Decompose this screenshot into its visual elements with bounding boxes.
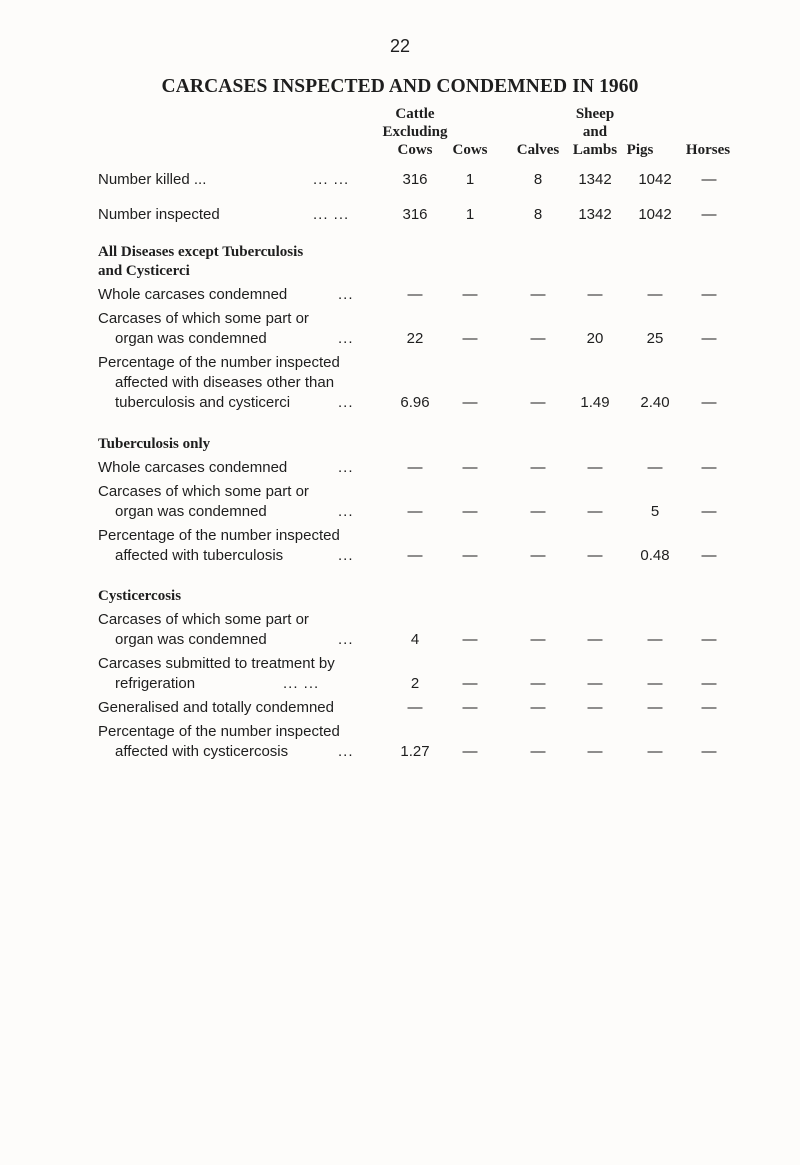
column-header-line: Cows <box>397 142 433 158</box>
cell-sheep: — <box>587 459 603 476</box>
page-title: CARCASES INSPECTED AND CONDEMNED IN 1960 <box>161 76 639 97</box>
leader-dots: ... <box>338 394 354 411</box>
column-header-pigs: Pigs <box>626 142 654 158</box>
leader-dots: ... <box>338 330 354 347</box>
cell-sheep: 1.49 <box>580 394 610 411</box>
row-label-text: organ was condemned <box>115 330 267 347</box>
row-label-percentage-cyst <box>98 722 354 762</box>
row-label-text: affected with diseases other than <box>115 374 335 391</box>
cell-horses: — <box>701 330 717 347</box>
row-label-number-killed <box>98 170 350 190</box>
row-label-part-condemned <box>98 309 354 349</box>
column-header-line: Cattle <box>395 106 435 122</box>
row-label-whole-carcases <box>98 285 354 305</box>
cell-horses: — <box>701 459 717 476</box>
cell-pigs: 25 <box>646 330 664 347</box>
cell-pigs: 0.48 <box>640 547 670 564</box>
cell-horses: — <box>701 206 717 223</box>
row-label-text: affected with cysticercosis <box>115 743 289 760</box>
cell-sheep: — <box>587 699 603 716</box>
cell-sheep: — <box>587 547 603 564</box>
cell-cattle: 22 <box>406 330 424 347</box>
cell-calves: — <box>530 503 546 520</box>
cell-horses: — <box>701 503 717 520</box>
cell-horses: — <box>701 699 717 716</box>
cell-cattle: — <box>407 547 423 564</box>
cell-calves: — <box>530 330 546 347</box>
cell-horses: — <box>701 171 717 188</box>
cell-cattle: — <box>407 699 423 716</box>
section-heading-line: All Diseases except Tuberculosis <box>98 244 304 260</box>
cell-cattle: — <box>407 503 423 520</box>
column-header-cows: Cows <box>452 142 488 158</box>
cell-calves: 8 <box>533 171 543 188</box>
row-label-text: Carcases submitted to treatment by <box>98 655 335 672</box>
row-label-text: Percentage of the number inspected <box>98 527 340 544</box>
cell-calves: — <box>530 631 546 648</box>
row-label-part-condemned <box>98 482 354 522</box>
column-header-line: Lambs <box>572 142 618 158</box>
section-heading-all-diseases <box>98 243 303 281</box>
leader-dots: ... <box>338 743 354 760</box>
row-label-generalised <box>98 698 334 718</box>
section-heading-line: Cysticercosis <box>98 588 182 604</box>
cell-horses: — <box>701 394 717 411</box>
row-label-text: affected with tuberculosis <box>115 547 284 564</box>
cell-cows: — <box>462 394 478 411</box>
section-heading-line: and Cysticerci <box>98 263 190 279</box>
cell-cattle: 2 <box>410 675 420 692</box>
column-header-horses: Horses <box>685 142 731 158</box>
cell-sheep: — <box>587 286 603 303</box>
cell-pigs: 1042 <box>638 206 672 223</box>
cell-pigs: 2.40 <box>640 394 670 411</box>
row-label-text: Carcases of which some part or <box>98 483 309 500</box>
leader-dots: ... <box>338 286 354 303</box>
cell-calves: — <box>530 286 546 303</box>
cell-horses: — <box>701 675 717 692</box>
cell-calves: — <box>530 699 546 716</box>
leader-dots: ... ... <box>313 171 350 188</box>
cell-cattle: 316 <box>402 206 428 223</box>
cell-calves: — <box>530 547 546 564</box>
column-header-calves: Calves <box>516 142 560 158</box>
row-label-part-condemned <box>98 610 354 650</box>
page-number: 22 <box>389 36 411 56</box>
row-label-text: organ was condemned <box>115 631 267 648</box>
cell-calves: 8 <box>533 206 543 223</box>
cell-calves: — <box>530 743 546 760</box>
row-label-percentage-other <box>98 353 354 413</box>
cell-cows: — <box>462 675 478 692</box>
row-label-text: refrigeration <box>115 675 196 692</box>
cell-sheep: — <box>587 743 603 760</box>
cell-sheep: — <box>587 503 603 520</box>
cell-pigs: 1042 <box>638 171 672 188</box>
section-heading-tuberculosis <box>98 435 210 454</box>
cell-cows: — <box>462 286 478 303</box>
cell-pigs: — <box>647 631 663 648</box>
column-header-line: and <box>582 124 608 140</box>
row-label-number-inspected <box>98 205 350 225</box>
leader-dots: ... ... <box>283 675 320 692</box>
row-label-whole-carcases <box>98 458 354 478</box>
cell-cattle: 1.27 <box>400 743 430 760</box>
row-label-text: Number inspected <box>98 206 220 223</box>
cell-cattle: — <box>407 459 423 476</box>
cell-horses: — <box>701 547 717 564</box>
cell-horses: — <box>701 286 717 303</box>
leader-dots: ... <box>338 459 354 476</box>
cell-cows: — <box>462 330 478 347</box>
row-label-text: Number killed ... <box>98 171 207 188</box>
cell-sheep: — <box>587 631 603 648</box>
leader-dots: ... <box>338 503 354 520</box>
cell-cows: 1 <box>465 171 475 188</box>
row-label-text: Carcases of which some part or <box>98 611 309 628</box>
cell-horses: — <box>701 631 717 648</box>
row-label-text: Generalised and totally condemned <box>98 699 334 716</box>
cell-sheep: 1342 <box>578 206 612 223</box>
cell-pigs: — <box>647 459 663 476</box>
cell-cattle: 316 <box>402 171 428 188</box>
row-label-text: Percentage of the number inspected <box>98 723 340 740</box>
section-heading-cysticercosis <box>98 587 181 606</box>
row-label-percentage-tb <box>98 526 354 566</box>
cell-cows: — <box>462 743 478 760</box>
cell-cows: — <box>462 699 478 716</box>
cell-pigs: 5 <box>650 503 660 520</box>
row-label-text: Percentage of the number inspected <box>98 354 340 371</box>
cell-pigs: — <box>647 675 663 692</box>
cell-pigs: — <box>647 286 663 303</box>
cell-sheep: — <box>587 675 603 692</box>
cell-cows: — <box>462 503 478 520</box>
cell-sheep: 20 <box>586 330 604 347</box>
cell-calves: — <box>530 675 546 692</box>
cell-cattle: 6.96 <box>400 394 430 411</box>
cell-cows: 1 <box>465 206 475 223</box>
cell-cows: — <box>462 459 478 476</box>
leader-dots: ... <box>338 547 354 564</box>
cell-horses: — <box>701 743 717 760</box>
cell-cattle: — <box>407 286 423 303</box>
cell-cattle: 4 <box>410 631 420 648</box>
cell-cows: — <box>462 547 478 564</box>
section-heading-line: Tuberculosis only <box>98 436 211 452</box>
leader-dots: ... ... <box>313 206 350 223</box>
cell-calves: — <box>530 394 546 411</box>
column-header-line: Excluding <box>382 124 448 140</box>
row-label-text: organ was condemned <box>115 503 267 520</box>
cell-sheep: 1342 <box>578 171 612 188</box>
row-label-refrigeration <box>98 654 335 694</box>
leader-dots: ... <box>338 631 354 648</box>
cell-cows: — <box>462 631 478 648</box>
cell-pigs: — <box>647 743 663 760</box>
row-label-text: Whole carcases condemned <box>98 286 288 303</box>
cell-pigs: — <box>647 699 663 716</box>
row-label-text: Whole carcases condemned <box>98 459 288 476</box>
row-label-text: Carcases of which some part or <box>98 310 309 327</box>
column-header-line: Sheep <box>575 106 615 122</box>
row-label-text: tuberculosis and cysticerci <box>115 394 291 411</box>
cell-calves: — <box>530 459 546 476</box>
